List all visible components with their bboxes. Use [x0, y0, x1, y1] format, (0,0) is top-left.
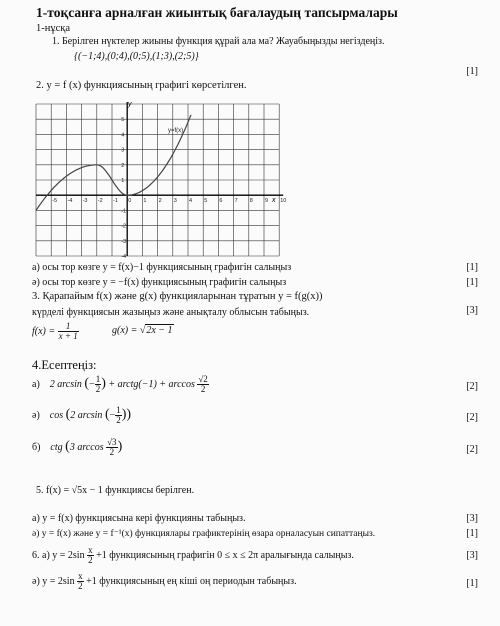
task1-set: {(−1;4),(0;4),(0;5),(1;3),(2;5)} [74, 51, 199, 62]
task4-b: ә) cos (2 arcsin (− $\frac{1}{2}$ )) [32, 405, 132, 425]
task5-heading: 5. f(x) = √5x − 1 функциясы берілген. [36, 485, 195, 496]
x-tick-label: 9 [265, 198, 269, 205]
function-graph [28, 96, 287, 260]
task4-b-mark: [2] [466, 412, 478, 423]
task1-mark: [1] [466, 66, 478, 77]
x-tick-label: 4 [189, 198, 193, 205]
y-tick-label: 1 [121, 178, 125, 184]
y-tick-label: 3 [121, 147, 125, 154]
task4-heading: 4.Есептеңіз: [32, 358, 97, 372]
task6-a: 6. а) y = 2sin $\frac{x}{2}$ +1 функциясының графигін 0 ≤ x ≤ 2π аралығында салыңыз. [32, 545, 354, 565]
task2-a-mark: [1] [466, 262, 478, 273]
task3-text2: күрделі функциясын жазыңыз және анықталу облысын табыңыз. [32, 307, 310, 318]
x-tick-label: 7 [234, 198, 238, 205]
x-tick-label: 1 [143, 198, 147, 205]
task5-a-text: а) y = f(x) функциясына кері функцияны табыңыз. [32, 513, 246, 524]
task2-b-text: ә) осы тор көзге y = −f(x) функциясының графигін салыңыз [32, 277, 287, 288]
task3-text: 3. Қарапайым f(x) және g(x) функцияларынан тұратын y = f(g(x)) [32, 291, 323, 302]
task2-text: 2. y = f (x) функциясының графигі көрсетілген. [36, 80, 247, 91]
variant-label: 1-нұсқа [36, 23, 71, 34]
task4-a-mark: [2] [466, 381, 478, 392]
graph-grid [36, 104, 279, 256]
task6-b: ә) y = 2sin $\frac{x}{2}$ +1 функциясының ең кіші оң периодын табыңыз. [32, 571, 297, 591]
x-tick-label: 3 [173, 198, 177, 205]
task2-a-text: а) осы тор көзге y = f(x)−1 функциясының графигін салыңыз [32, 262, 292, 273]
task3-g-def: g(x) = √2x − 1 [112, 325, 173, 336]
task1-text: 1. Берілген нүктелер жиыны функция құрай ала ма? Жауабыңызды негіздеңіз. [52, 36, 385, 47]
task2-b-mark: [1] [466, 277, 478, 288]
page-title: 1-тоқсанға арналған жиынтық бағалаудың тапсырмалары [36, 5, 398, 20]
graph-ticks [52, 117, 286, 260]
task5-a-mark: [3] [466, 513, 478, 524]
task3-mark: [3] [466, 305, 478, 316]
y-tick-label: -1 [121, 208, 127, 215]
y-tick-label: -2 [121, 223, 127, 230]
x-tick-label: 8 [249, 198, 253, 205]
y-tick-label: 5 [121, 117, 125, 124]
task4-c-mark: [2] [466, 444, 478, 455]
x-tick-label: -2 [97, 198, 103, 205]
y-tick-label: 4 [121, 132, 125, 139]
task5-b-text: ә) y = f(x) және y = f⁻¹(x) функциялары графиктерінің өзара орналасуын сипаттаңыз. [32, 529, 376, 539]
x-tick-label: 5 [204, 198, 208, 205]
x-tick-label: 2 [158, 198, 162, 205]
graph-axes [36, 102, 283, 256]
x-tick-label: -3 [82, 198, 88, 205]
curve-label: y=f(x) [168, 128, 184, 134]
task3-f-def: f(x) = $\frac{1}{x + 1}$ [32, 321, 78, 341]
x-tick-label: -4 [67, 198, 73, 205]
x-axis-label: x [272, 197, 276, 204]
task4-c: б) ctg (3 arccos $\frac{√3}{2}$ ) [32, 437, 123, 457]
task4-a: а) 2 arcsin (− $\frac{1}{2}$ ) + arctg(−1) + arccos $\frac{√2}{2}$ [32, 374, 208, 394]
task6-b-mark: [1] [466, 578, 478, 589]
x-tick-label: 0 [128, 198, 132, 205]
y-tick-label: -4 [121, 254, 127, 260]
x-tick-label: -5 [52, 198, 58, 205]
task6-a-mark: [3] [466, 550, 478, 561]
x-tick-label: 6 [219, 198, 223, 205]
x-tick-label: 10 [280, 198, 287, 205]
y-axis-label: y [128, 101, 132, 108]
y-tick-label: -3 [121, 238, 127, 245]
y-tick-label: 2 [121, 162, 125, 169]
task5-b-mark: [1] [466, 528, 478, 539]
x-tick-label: -1 [113, 198, 118, 205]
